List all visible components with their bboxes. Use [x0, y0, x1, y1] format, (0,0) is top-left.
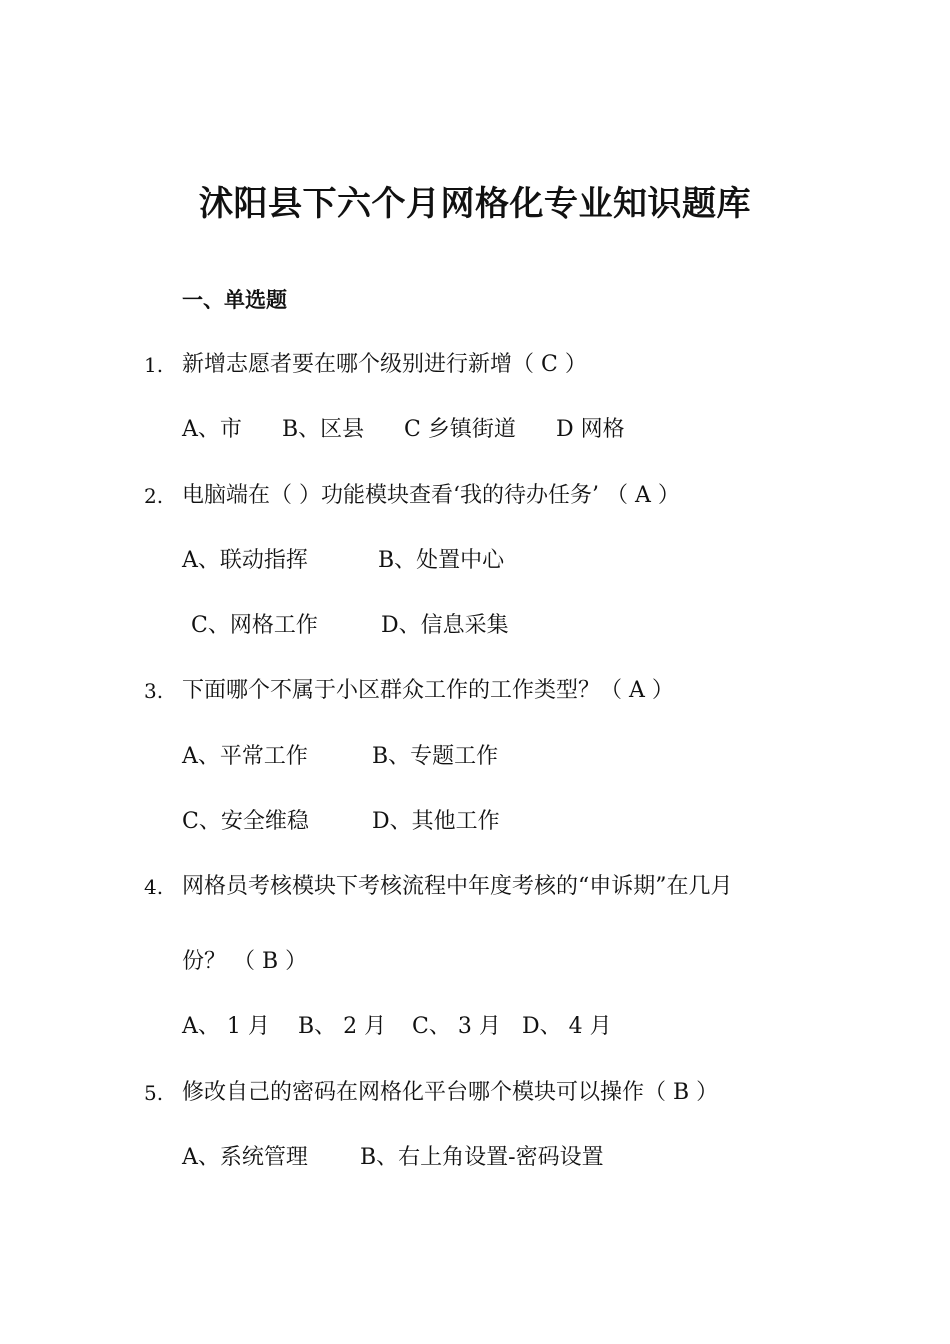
question-number: 2. — [144, 484, 164, 508]
option-a: A、平常工作 — [182, 744, 308, 769]
section-heading: 一、单选题 — [182, 288, 287, 312]
option-c: C、网格工作 — [191, 613, 318, 638]
option-a: A、 1 月 — [182, 1014, 270, 1039]
question-text: 下面哪个不属于小区群众工作的工作类型？（ A ） — [182, 678, 674, 703]
option-c: C、安全维稳 — [182, 809, 309, 834]
question-text: 网格员考核模块下考核流程中年度考核的“申诉期”在几月 — [182, 874, 733, 899]
option-row — [191, 611, 509, 641]
option-a: A、系统管理 — [182, 1145, 308, 1170]
option-c: C 乡镇街道 — [404, 417, 516, 442]
question-text: 电脑端在（ ）功能模块查看‘我的待办任务’ （ A ） — [182, 483, 680, 508]
option-b: B、 2 月 — [298, 1014, 387, 1039]
option-a: A、市 — [182, 417, 242, 442]
question-number: 3. — [144, 679, 164, 703]
option-row — [182, 1143, 604, 1173]
option-row — [182, 546, 504, 576]
option-d: D、其他工作 — [372, 809, 500, 834]
question-text: 新增志愿者要在哪个级别进行新增（ C ） — [182, 352, 587, 377]
option-row — [182, 807, 500, 837]
option-d: D 网格 — [556, 417, 625, 442]
option-b: B、右上角设置-密码设置 — [360, 1145, 604, 1170]
option-c: C、 3 月 — [412, 1014, 501, 1039]
option-b: B、专题工作 — [372, 744, 499, 769]
option-a: A、联动指挥 — [182, 548, 308, 573]
option-row — [182, 742, 498, 772]
document-title: 沭阳县下六个月网格化专业知识题库 — [199, 184, 751, 224]
option-d: D、信息采集 — [381, 613, 509, 638]
option-b: B、区县 — [282, 417, 365, 442]
option-row — [182, 415, 625, 445]
option-d: D、 4 月 — [522, 1014, 612, 1039]
question-number: 4. — [144, 875, 164, 899]
question-number: 1. — [144, 353, 164, 377]
option-b: B、处置中心 — [378, 548, 505, 573]
question-text: 修改自己的密码在网格化平台哪个模块可以操作（ B ） — [182, 1080, 719, 1105]
question-text-continued: 份？ （ B ） — [182, 949, 308, 974]
option-row — [182, 1012, 612, 1042]
question-number: 5. — [144, 1081, 164, 1105]
